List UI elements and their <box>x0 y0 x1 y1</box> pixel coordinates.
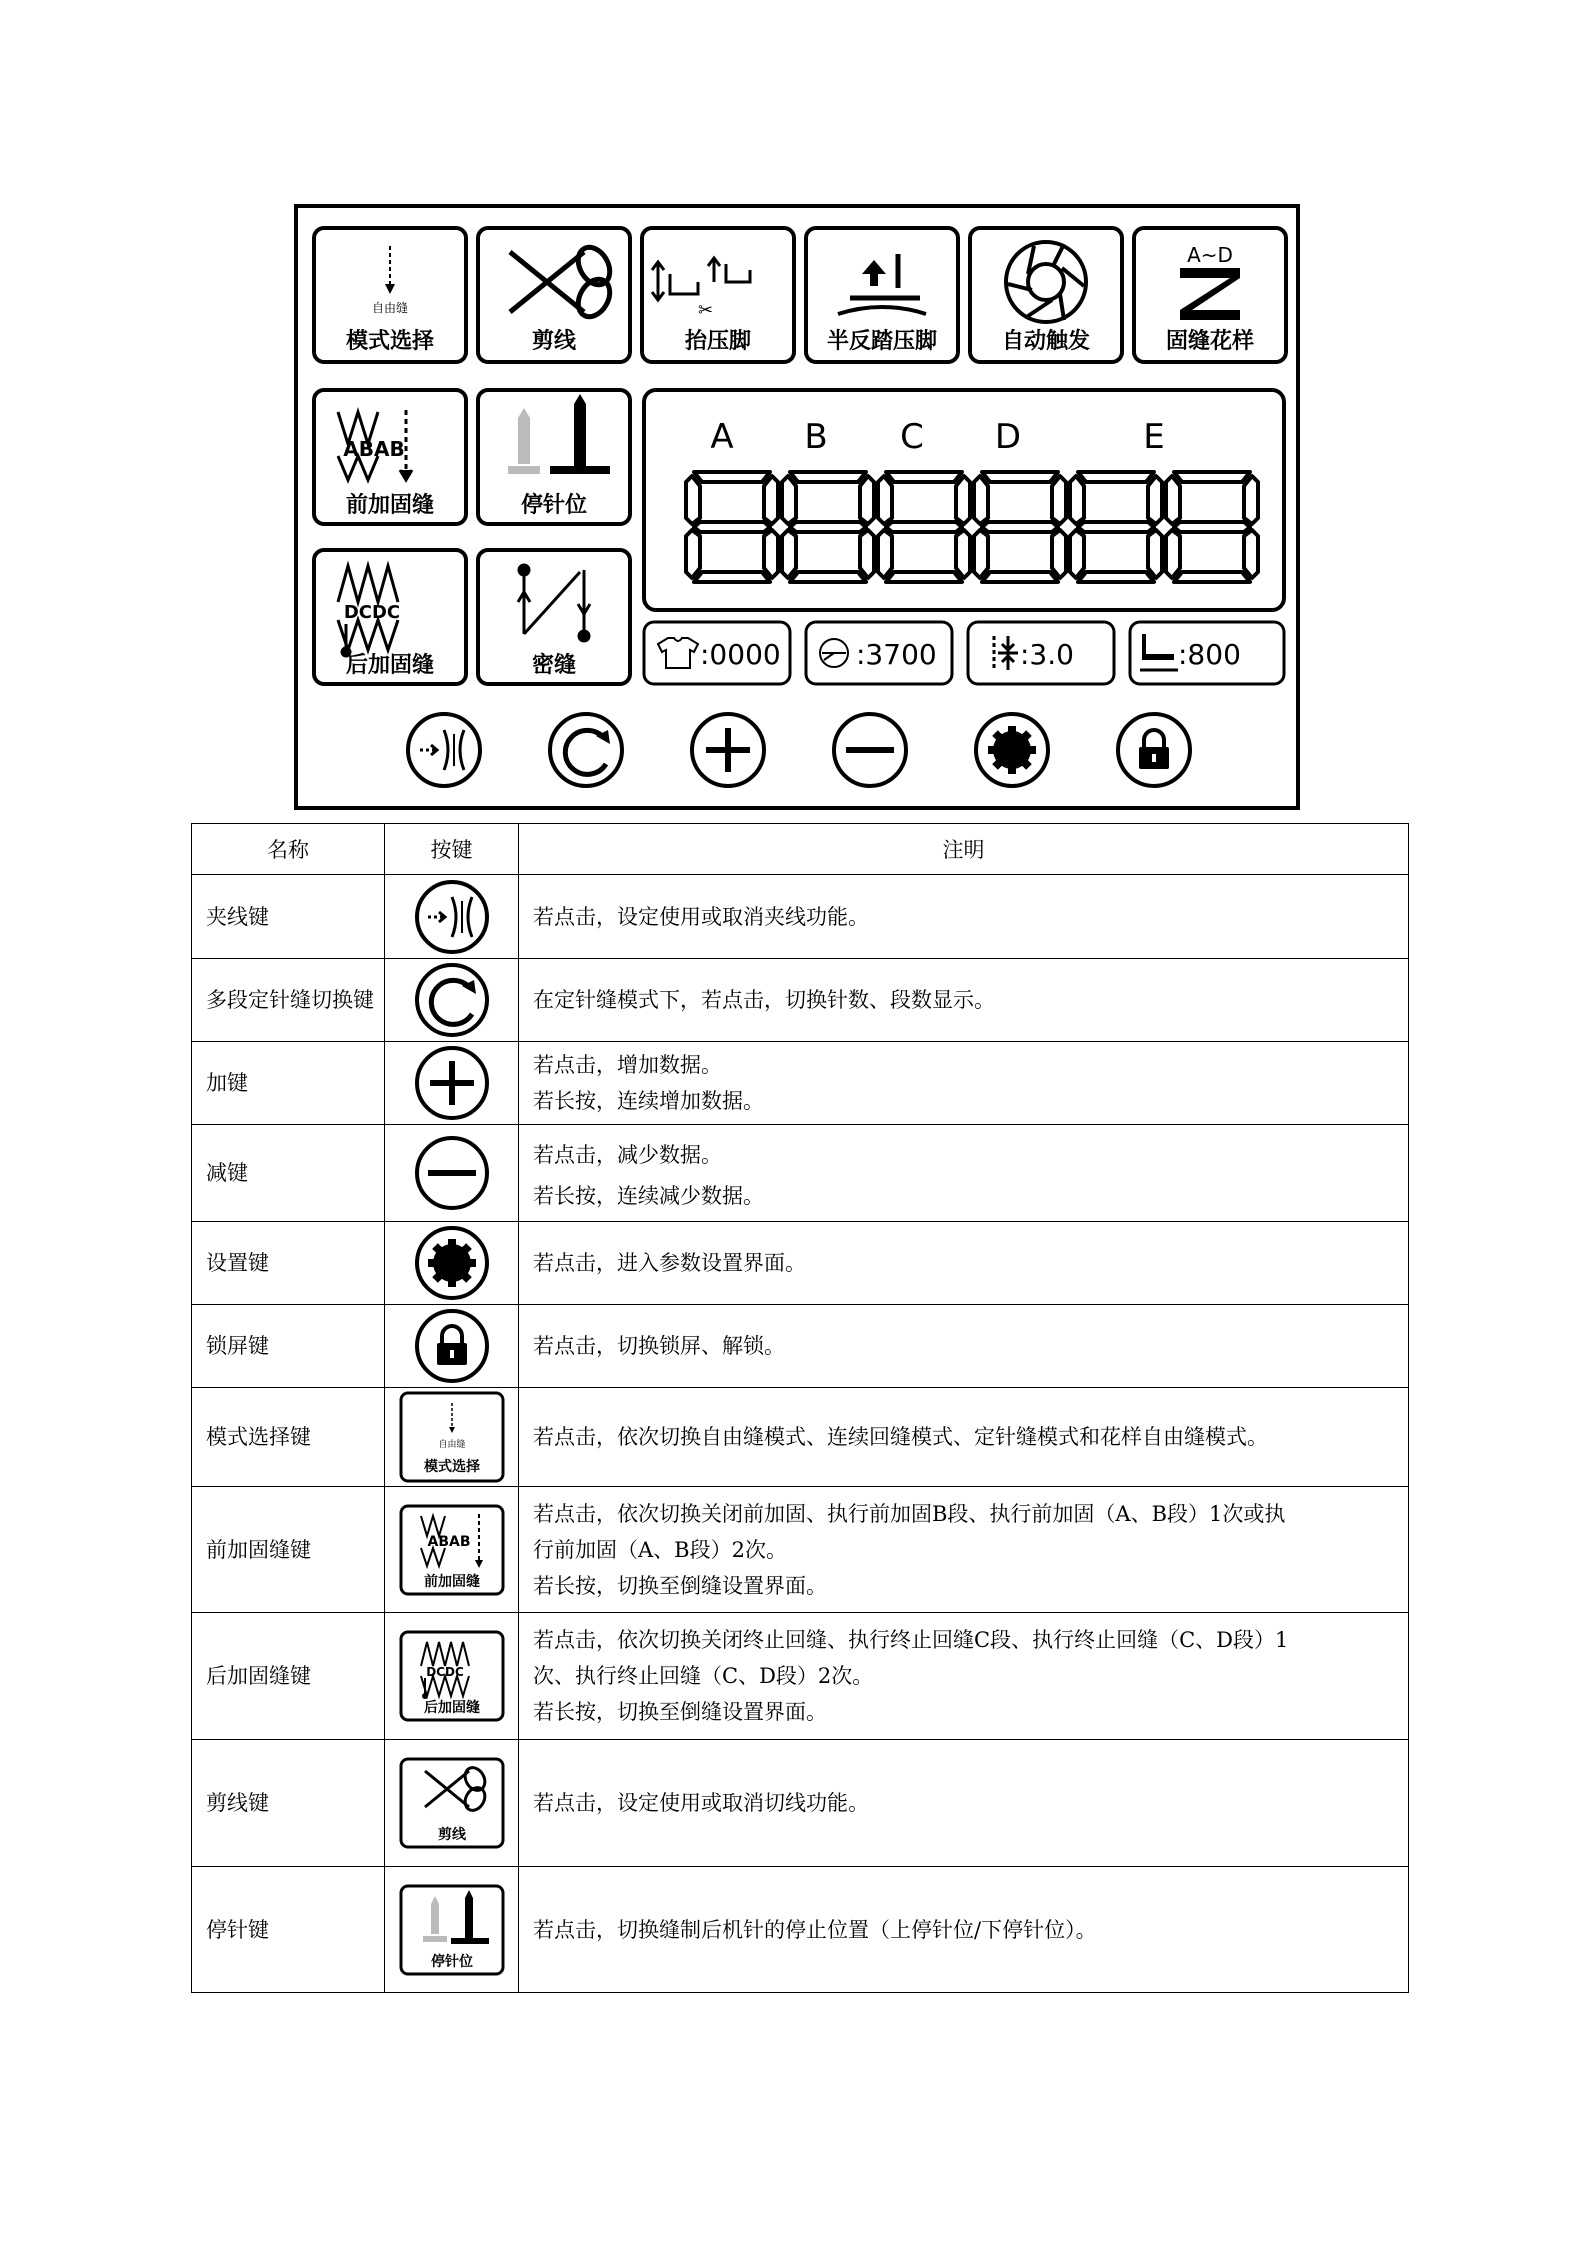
svg-text:✂: ✂ <box>698 300 714 321</box>
gear-icon <box>414 1225 490 1301</box>
row-name: 停针键 <box>192 1867 385 1993</box>
row-desc: 若点击，依次切换关闭前加固、执行前加固B段、执行前加固（A、B段）1次或执 <box>533 1501 1286 1526</box>
dense-stitch-label: 密缝 <box>531 653 577 678</box>
segment-letter-e: E <box>1143 417 1165 457</box>
presser-lift-label: 抬压脚 <box>684 329 752 354</box>
header-name: 名称 <box>192 824 385 875</box>
row-desc: 次、执行终止回缝（C、D段）2次。 <box>533 1664 874 1688</box>
front-tack-label: 前加固缝 <box>345 493 435 518</box>
table-row <box>192 1305 1409 1388</box>
row-name: 夹线键 <box>192 875 385 959</box>
row-name: 加键 <box>192 1042 385 1125</box>
control-panel <box>294 204 1300 810</box>
row-desc: 若点击，依次切换关闭终止回缝、执行终止回缝C段、执行终止回缝（C、D段）1 <box>533 1628 1289 1652</box>
thread-clamp-icon <box>414 879 490 955</box>
row-name: 多段定针缝切换键 <box>192 959 385 1042</box>
needle-stop-key-icon <box>399 1884 505 1976</box>
table-header-row <box>192 824 1409 875</box>
table-row <box>192 1042 1409 1125</box>
segment-letter-a: A <box>710 417 734 457</box>
row-desc: 若长按，切换至倒缝设置界面。 <box>533 1573 827 1598</box>
row-desc: 若点击，切换锁屏、解锁。 <box>533 1334 785 1358</box>
back-tack-key-icon <box>399 1630 505 1722</box>
row-name: 前加固缝键 <box>192 1487 385 1613</box>
svg-text:自由缝: 自由缝 <box>437 1440 466 1450</box>
trim-label: 剪线 <box>531 329 577 354</box>
row-name: 后加固缝键 <box>192 1613 385 1740</box>
svg-text:模式选择: 模式选择 <box>423 1459 480 1475</box>
row-name: 减键 <box>192 1125 385 1222</box>
tack-pattern-label: 固缝花样 <box>1165 329 1255 354</box>
cycle-icon <box>414 962 490 1038</box>
svg-text:剪线: 剪线 <box>437 1827 466 1843</box>
row-name: 模式选择键 <box>192 1388 385 1487</box>
row-name: 剪线键 <box>192 1740 385 1867</box>
foot-pressure-value: :800 <box>1178 638 1241 671</box>
header-note: 注明 <box>519 824 1409 875</box>
header-key: 按键 <box>385 824 519 875</box>
key-spec-table <box>191 823 1409 1993</box>
row-desc: 若点击，增加数据。 <box>533 1053 722 1077</box>
plus-icon <box>414 1045 490 1121</box>
segment-letter-b: B <box>804 417 828 457</box>
svg-text:ABAB: ABAB <box>426 1533 471 1550</box>
row-name: 锁屏键 <box>192 1305 385 1388</box>
trim-key-icon <box>399 1757 505 1849</box>
row-desc: 行前加固（A、B段）2次。 <box>533 1537 787 1562</box>
table-row <box>192 1740 1409 1867</box>
mode-sublabel: 自由缝 <box>371 301 409 315</box>
row-name: 设置键 <box>192 1222 385 1305</box>
front-tack-letters: ABAB <box>343 437 405 461</box>
back-tack-letters: DCDC <box>343 602 401 623</box>
segment-letter-c: C <box>900 417 924 457</box>
svg-text:停针位: 停针位 <box>430 1953 473 1970</box>
gear-icon <box>988 726 1036 774</box>
piece-count-value: :0000 <box>700 638 781 671</box>
row-desc: 在定针缝模式下，若点击，切换针数、段数显示。 <box>533 988 995 1012</box>
lock-icon <box>414 1308 490 1384</box>
mode-select-key-icon <box>399 1391 505 1483</box>
row-desc: 若长按，连续减少数据。 <box>533 1184 764 1208</box>
stitch-length-value: :3.0 <box>1020 638 1074 671</box>
needle-stop-label: 停针位 <box>520 493 588 518</box>
table-row <box>192 1222 1409 1305</box>
row-desc: 若点击，设定使用或取消切线功能。 <box>533 1791 869 1815</box>
minus-icon <box>414 1135 490 1211</box>
row-desc: 若点击，依次切换自由缝模式、连续回缝模式、定针缝模式和花样自由缝模式。 <box>533 1425 1268 1449</box>
svg-text:DCDC: DCDC <box>425 1665 464 1679</box>
table-row <box>192 959 1409 1042</box>
table-row <box>192 1613 1409 1740</box>
row-desc: 若点击，减少数据。 <box>533 1143 722 1167</box>
segment-letter-d: D <box>994 417 1022 457</box>
half-heel-presser-label: 半反踏压脚 <box>826 329 938 354</box>
row-desc: 若点击，进入参数设置界面。 <box>533 1251 806 1275</box>
mode-label: 模式选择 <box>345 329 435 354</box>
svg-text:前加固缝: 前加固缝 <box>423 1573 480 1590</box>
svg-text:后加固缝: 后加固缝 <box>423 1700 480 1716</box>
back-tack-label: 后加固缝 <box>345 653 435 678</box>
speed-value: :3700 <box>856 638 937 671</box>
pattern-range: A~D <box>1187 243 1233 267</box>
table-row <box>192 1867 1409 1993</box>
row-desc: 若点击，切换缝制后机针的停止位置（上停针位/下停针位）。 <box>533 1917 1097 1942</box>
front-tack-key-icon <box>399 1504 505 1596</box>
table-row <box>192 1487 1409 1613</box>
auto-trigger-label: 自动触发 <box>1001 329 1091 354</box>
table-row <box>192 875 1409 959</box>
table-row <box>192 1388 1409 1487</box>
row-desc: 若点击，设定使用或取消夹线功能。 <box>533 904 869 929</box>
row-desc: 若长按，切换至倒缝设置界面。 <box>533 1700 827 1724</box>
table-row <box>192 1125 1409 1222</box>
row-desc: 若长按，连续增加数据。 <box>533 1089 764 1113</box>
